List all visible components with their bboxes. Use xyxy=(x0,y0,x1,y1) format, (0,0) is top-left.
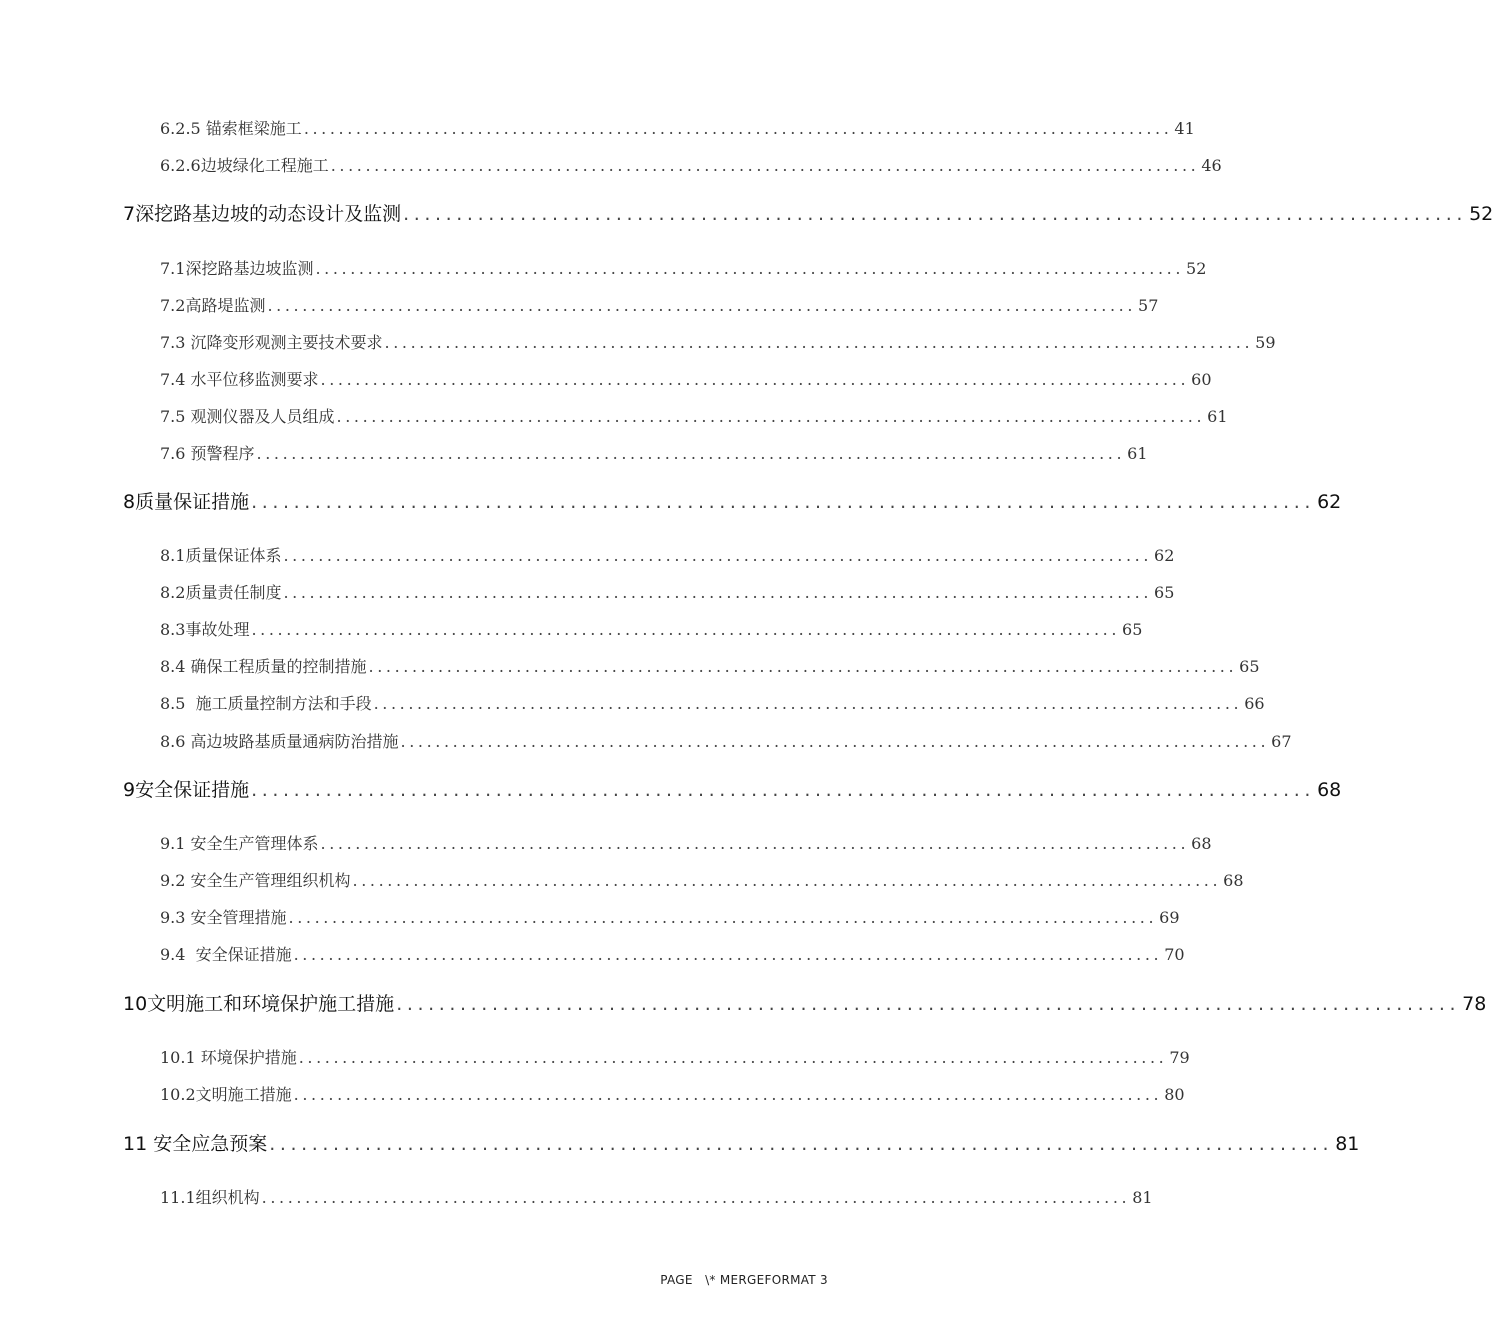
toc-entry-title: 9.2 安全生产管理组织机构 xyxy=(160,871,351,890)
toc-entry-page: 68 xyxy=(1317,779,1342,801)
toc-leader: .................................................................................................... xyxy=(293,1085,1163,1104)
toc-entry-page: 61 xyxy=(1127,444,1148,463)
toc-leader: .................................................................................................... xyxy=(261,1188,1131,1207)
toc-entry-title: 7.3 沉降变形观测主要技术要求 xyxy=(160,333,383,352)
toc-entry-8-3[interactable] xyxy=(160,620,1143,639)
toc-leader: .................................................................................................... xyxy=(269,1133,1334,1155)
toc-entry-page: 67 xyxy=(1271,732,1292,751)
toc-entry-title: 10文明施工和环境保护施工措施 xyxy=(123,993,395,1015)
toc-leader: .................................................................................................... xyxy=(368,657,1238,676)
toc-leader: .................................................................................................... xyxy=(373,694,1243,713)
toc-entry-9-2[interactable] xyxy=(160,871,1244,890)
toc-leader: .................................................................................................... xyxy=(336,407,1206,426)
toc-entry-page: 62 xyxy=(1317,491,1342,513)
toc-entry-title: 10.2文明施工措施 xyxy=(160,1085,292,1104)
toc-entry-title: 7.5 观测仪器及人员组成 xyxy=(160,407,335,426)
toc-entry-11[interactable] xyxy=(123,1133,1360,1155)
toc-entry-title: 7.6 预警程序 xyxy=(160,444,255,463)
toc-leader: .................................................................................................... xyxy=(384,333,1254,352)
toc-entry-8[interactable] xyxy=(123,491,1342,513)
toc-leader: .................................................................................................... xyxy=(303,119,1173,138)
toc-entry-6-2-5[interactable] xyxy=(160,119,1195,138)
toc-entry-title: 11.1组织机构 xyxy=(160,1188,260,1207)
toc-entry-9-1[interactable] xyxy=(160,834,1212,853)
toc-entry-7-2[interactable] xyxy=(160,296,1159,315)
toc-entry-7-1[interactable] xyxy=(160,259,1207,278)
toc-entry-title: 8.1质量保证体系 xyxy=(160,546,282,565)
toc-entry-page: 61 xyxy=(1207,407,1228,426)
toc-leader: .................................................................................................... xyxy=(251,779,1316,801)
toc-entry-page: 81 xyxy=(1132,1188,1153,1207)
toc-entry-7-4[interactable] xyxy=(160,370,1212,389)
toc-entry-7-5[interactable] xyxy=(160,407,1228,426)
toc-leader: .................................................................................................... xyxy=(298,1048,1168,1067)
toc-leader: .................................................................................................... xyxy=(283,583,1153,602)
toc-entry-title: 6.2.5 锚索框梁施工 xyxy=(160,119,302,138)
toc-entry-title: 9安全保证措施 xyxy=(123,779,250,801)
toc-entry-8-1[interactable] xyxy=(160,546,1175,565)
toc-entry-page: 68 xyxy=(1191,834,1212,853)
toc-entry-page: 69 xyxy=(1159,908,1180,927)
toc-entry-title: 8.3事故处理 xyxy=(160,620,250,639)
toc-leader: .................................................................................................... xyxy=(267,296,1137,315)
toc-entry-page: 66 xyxy=(1244,694,1265,713)
toc-entry-title: 8.6 高边坡路基质量通病防治措施 xyxy=(160,732,399,751)
toc-leader: .................................................................................................... xyxy=(293,945,1163,964)
toc-entry-9-4[interactable] xyxy=(160,945,1185,964)
toc-entry-page: 57 xyxy=(1138,296,1159,315)
toc-leader: .................................................................................................... xyxy=(320,834,1190,853)
toc-entry-title: 8.2质量责任制度 xyxy=(160,583,282,602)
toc-entry-7[interactable] xyxy=(123,203,1493,225)
toc-leader: .................................................................................................... xyxy=(256,444,1126,463)
toc-entry-9[interactable] xyxy=(123,779,1342,801)
toc-entry-page: 80 xyxy=(1164,1085,1185,1104)
toc-entry-11-1[interactable] xyxy=(160,1188,1153,1207)
toc-entry-7-6[interactable] xyxy=(160,444,1148,463)
toc-entry-title: 8质量保证措施 xyxy=(123,491,250,513)
toc-leader: .................................................................................................... xyxy=(352,871,1222,890)
toc-leader: .................................................................................................... xyxy=(320,370,1190,389)
toc-entry-title: 6.2.6边坡绿化工程施工 xyxy=(160,156,329,175)
toc-entry-title: 11 安全应急预案 xyxy=(123,1133,268,1155)
toc-leader: .................................................................................................... xyxy=(288,908,1158,927)
toc-entry-title: 9.1 安全生产管理体系 xyxy=(160,834,319,853)
toc-entry-6-2-6[interactable] xyxy=(160,156,1222,175)
toc-entry-title: 7.4 水平位移监测要求 xyxy=(160,370,319,389)
toc-entry-page: 65 xyxy=(1239,657,1260,676)
toc-entry-8-4[interactable] xyxy=(160,657,1260,676)
toc-entry-title: 8.4 确保工程质量的控制措施 xyxy=(160,657,367,676)
toc-entry-page: 52 xyxy=(1186,259,1207,278)
toc-entry-title: 10.1 环境保护措施 xyxy=(160,1048,297,1067)
toc-entry-page: 81 xyxy=(1335,1133,1360,1155)
page-footer: PAGE \* MERGEFORMAT 3 xyxy=(660,1273,828,1287)
toc-entry-8-6[interactable] xyxy=(160,732,1292,751)
toc-leader: .................................................................................................... xyxy=(251,491,1316,513)
toc-entry-8-5[interactable] xyxy=(160,694,1265,713)
toc-entry-page: 52 xyxy=(1469,203,1493,225)
toc-entry-page: 68 xyxy=(1223,871,1244,890)
toc-entry-10-2[interactable] xyxy=(160,1085,1185,1104)
toc-entry-title: 9.4 安全保证措施 xyxy=(160,945,292,964)
toc-entry-page: 78 xyxy=(1462,993,1487,1015)
toc-leader: .................................................................................................... xyxy=(315,259,1185,278)
toc-entry-page: 79 xyxy=(1169,1048,1190,1067)
toc-entry-title: 8.5 施工质量控制方法和手段 xyxy=(160,694,372,713)
toc-entry-page: 60 xyxy=(1191,370,1212,389)
toc-entry-page: 41 xyxy=(1174,119,1195,138)
toc-entry-9-3[interactable] xyxy=(160,908,1180,927)
toc-entry-8-2[interactable] xyxy=(160,583,1175,602)
toc-entry-10-1[interactable] xyxy=(160,1048,1190,1067)
toc-entry-page: 46 xyxy=(1201,156,1222,175)
toc-entry-7-3[interactable] xyxy=(160,333,1276,352)
toc-leader: .................................................................................................... xyxy=(251,620,1121,639)
toc-entry-page: 59 xyxy=(1255,333,1276,352)
toc-entry-title: 9.3 安全管理措施 xyxy=(160,908,287,927)
toc-entry-10[interactable] xyxy=(123,993,1487,1015)
toc-leader: .................................................................................................... xyxy=(400,732,1270,751)
toc-entry-page: 70 xyxy=(1164,945,1185,964)
toc-entry-title: 7.1深挖路基边坡监测 xyxy=(160,259,314,278)
toc-leader: .................................................................................................... xyxy=(396,993,1461,1015)
toc-leader: .................................................................................................... xyxy=(403,203,1468,225)
toc-entry-page: 62 xyxy=(1154,546,1175,565)
toc-leader: .................................................................................................... xyxy=(283,546,1153,565)
toc-entry-page: 65 xyxy=(1122,620,1143,639)
toc-entry-title: 7深挖路基边坡的动态设计及监测 xyxy=(123,203,402,225)
toc-leader: .................................................................................................... xyxy=(330,156,1200,175)
toc-entry-title: 7.2高路堤监测 xyxy=(160,296,266,315)
toc-entry-page: 65 xyxy=(1154,583,1175,602)
